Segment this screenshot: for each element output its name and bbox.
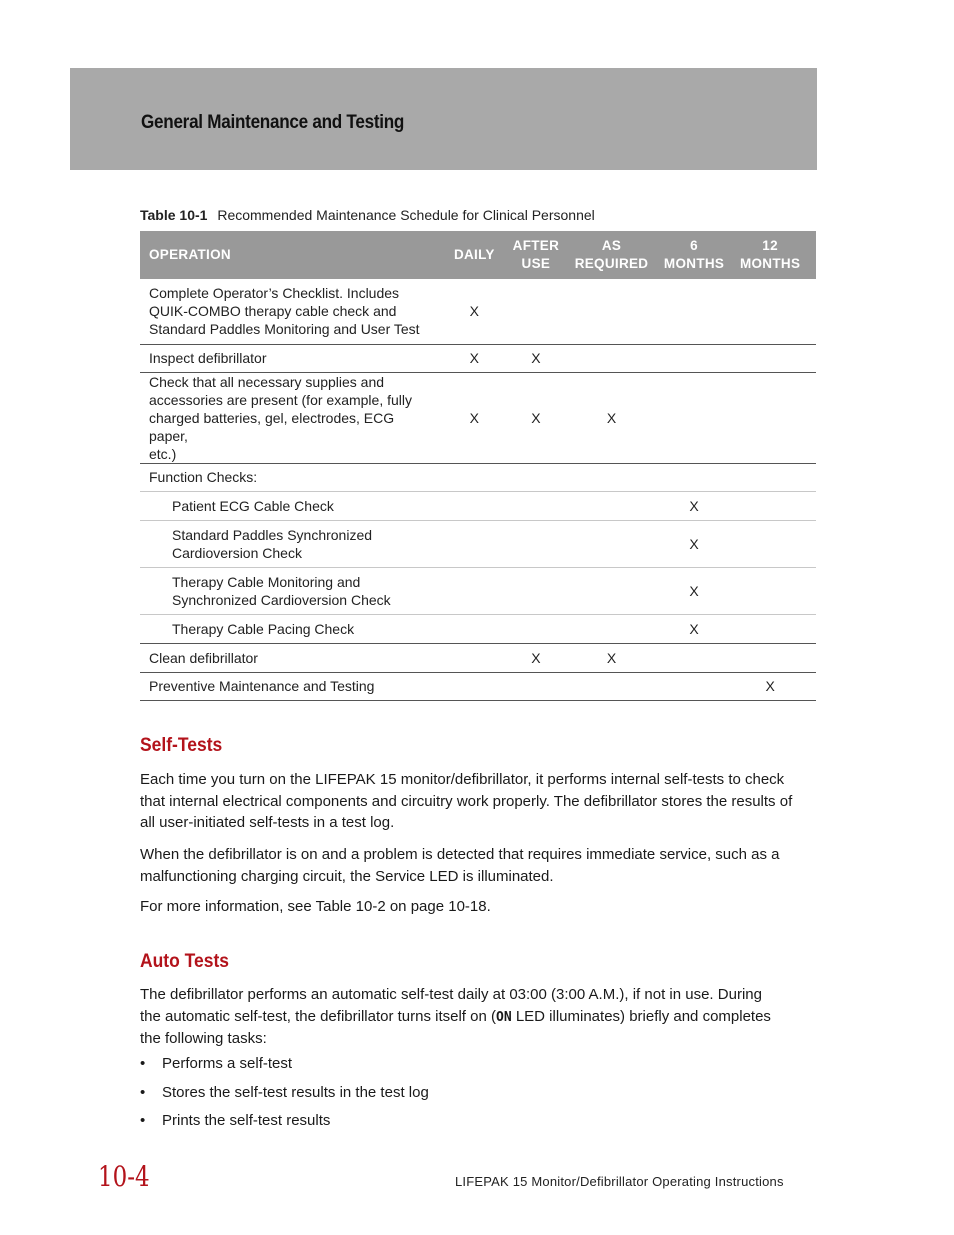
as-required-cell [559, 279, 664, 344]
col-header-daily: DAILY [436, 231, 513, 279]
12-months-cell: X [724, 672, 816, 700]
12-months-cell [724, 567, 816, 614]
operation-cell: Inspect defibrillator [140, 344, 436, 372]
6-months-cell: X [664, 520, 724, 567]
col-header-6-months: 6 MONTHS [664, 231, 724, 279]
daily-cell [436, 520, 513, 567]
6-months-cell [664, 672, 724, 700]
table-row [140, 520, 816, 567]
6-months-cell: X [664, 567, 724, 614]
col-header-as-required: AS REQUIRED [559, 231, 664, 279]
daily-cell: X [469, 303, 480, 320]
as-required-cell [559, 491, 664, 520]
daily-cell [436, 614, 513, 643]
operation-cell: Complete Operator’s Checklist. Includes QUIK-COMBO therapy cable check and Standard Paddles Monitoring and User Test [149, 285, 420, 338]
daily-cell [436, 567, 513, 614]
after-use-cell [513, 491, 560, 520]
self-tests-paragraph-1: Each time you turn on the LIFEPAK 15 monitor/defibrillator, it performs internal self-tests to check that internal electrical components and circuitry work properly. The defibrillator stores the results of all user-initiated self-tests in a test log. [140, 771, 793, 831]
table-row [140, 372, 816, 463]
after-use-cell [513, 279, 560, 344]
table-row [140, 463, 816, 491]
operation-cell: Therapy Cable Pacing Check [140, 614, 436, 643]
table-row [140, 567, 816, 614]
6-months-cell [664, 344, 724, 372]
as-required-cell [559, 567, 664, 614]
table-caption-text: Recommended Maintenance Schedule for Clinical Personnel [217, 207, 595, 223]
self-tests-heading: Self-Tests [140, 735, 223, 756]
as-required-cell: X [559, 372, 664, 463]
6-months-cell [664, 643, 724, 672]
12-months-cell [724, 344, 816, 372]
12-months-cell [724, 643, 816, 672]
table-row [140, 672, 816, 700]
6-months-cell: X [664, 614, 724, 643]
after-use-cell: X [513, 372, 560, 463]
footer-doc-title: LIFEPAK 15 Monitor/Defibrillator Operating Instructions [455, 1174, 784, 1189]
col-header-after-use: AFTER USE [513, 231, 560, 279]
12-months-cell [724, 279, 816, 344]
table-row [140, 491, 816, 520]
6-months-cell: X [664, 491, 724, 520]
6-months-cell [664, 372, 724, 463]
12-months-cell [724, 614, 816, 643]
daily-cell [436, 672, 513, 700]
daily-cell [436, 491, 513, 520]
maintenance-schedule-table [140, 231, 816, 701]
after-use-cell [513, 567, 560, 614]
after-use-cell [513, 614, 560, 643]
table-caption-number: Table 10-1 [140, 207, 208, 223]
as-required-cell [559, 614, 664, 643]
list-item: • Performs a self-test [140, 1055, 293, 1072]
after-use-cell [513, 672, 560, 700]
operation-cell: Clean defibrillator [140, 643, 436, 672]
col-header-operation: OPERATION [140, 231, 436, 279]
self-tests-paragraph-3: For more information, see Table 10-2 on page 10-18. [140, 898, 491, 915]
12-months-cell [724, 520, 816, 567]
as-required-cell [559, 672, 664, 700]
on-key-label: ON [496, 1009, 512, 1025]
table-row [140, 344, 816, 372]
chapter-title: General Maintenance and Testing [141, 112, 405, 133]
as-required-cell [559, 520, 664, 567]
after-use-cell: X [513, 344, 560, 372]
table-caption [140, 207, 595, 223]
daily-cell: X [436, 344, 513, 372]
12-months-cell [724, 491, 816, 520]
table-row [140, 614, 816, 643]
page-number: 10-4 [98, 1160, 150, 1193]
operation-cell: Preventive Maintenance and Testing [140, 672, 436, 700]
auto-tests-paragraph: The defibrillator performs an automatic self-test daily at 03:00 (3:00 A.M.), if not in use. During the automatic self-test, the defibrillator turns itself on (ON LED illuminates) briefly and completes the following tasks: [140, 986, 771, 1047]
as-required-cell: X [559, 643, 664, 672]
auto-tests-heading: Auto Tests [140, 951, 230, 972]
table-header-row [140, 231, 816, 279]
list-item: • Prints the self-test results [140, 1112, 331, 1129]
as-required-cell [559, 344, 664, 372]
col-header-12-months: 12 MONTHS [724, 231, 816, 279]
list-item: • Stores the self-test results in the test log [140, 1084, 429, 1101]
operation-cell: Standard Paddles Synchronized Cardioversion Check [140, 520, 436, 567]
operation-cell: Check that all necessary supplies and accessories are present (for example, fully charged batteries, gel, electrodes, ECG paper, etc.) [140, 372, 436, 463]
after-use-cell [513, 520, 560, 567]
operation-cell: Patient ECG Cable Check [140, 491, 436, 520]
function-checks-label: Function Checks: [140, 463, 816, 491]
self-tests-paragraph-2: When the defibrillator is on and a problem is detected that requires immediate service, such as a malfunctioning charging circuit, the Service LED is illuminated. [140, 846, 780, 885]
table-row [140, 643, 816, 672]
operation-cell: Therapy Cable Monitoring and Synchronized Cardioversion Check [140, 567, 436, 614]
daily-cell [436, 643, 513, 672]
table-row [140, 279, 816, 344]
after-use-cell: X [513, 643, 560, 672]
daily-cell: X [436, 372, 513, 463]
12-months-cell [724, 372, 816, 463]
6-months-cell [664, 279, 724, 344]
